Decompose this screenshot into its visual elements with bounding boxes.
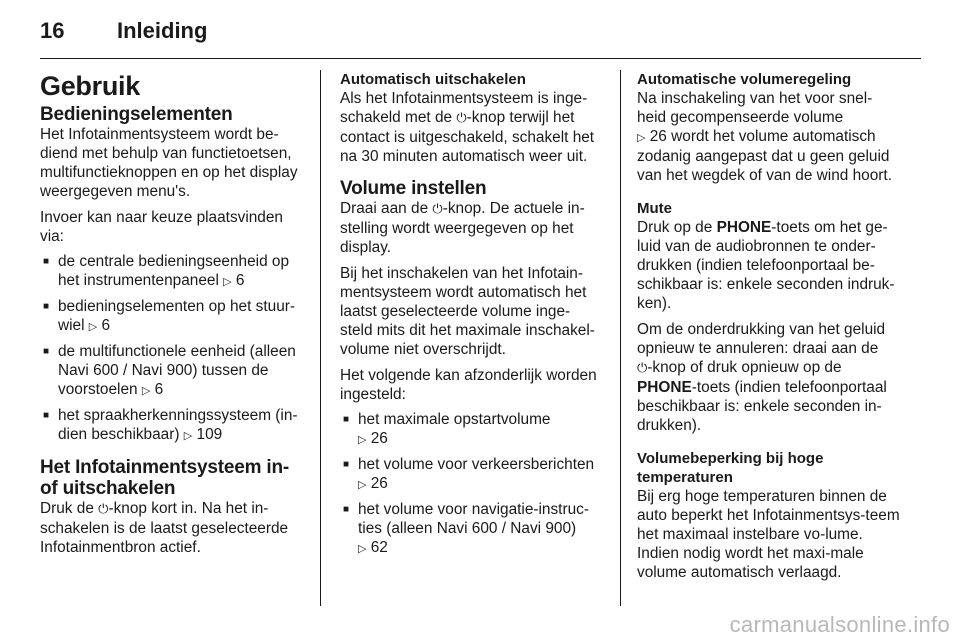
paragraph: Bij erg hoge temperaturen binnen de auto beperkt het Infotainmentsys-teem het maximaal instelbare vo-lume. Indien nodig wordt het maxi-male volume automatisch verlaagd.: [637, 488, 900, 581]
heading-automatische-volumeregeling: Automatische volumeregeling: [637, 71, 852, 88]
paragraph: [340, 89, 602, 166]
phone-key-label: PHONE: [637, 379, 692, 396]
page-ref-number: 62: [370, 539, 388, 556]
paragraph: [637, 89, 901, 185]
list-item-text: de centrale bedieningseenheid op het instrumentenpaneel: [58, 253, 290, 289]
column-3: [637, 70, 901, 582]
text: -knop terwijl het contact is uitgeschakeld, schakelt het na 30 minuten automatisch weer uit.: [340, 109, 595, 165]
text: Druk op de: [637, 219, 717, 236]
heading-bedieningselementen: Bedieningselementen: [40, 104, 233, 125]
list-item: [40, 406, 303, 445]
list-item: [40, 342, 303, 400]
power-knob-icon: ⏻: [98, 502, 109, 517]
column-divider-1: [320, 70, 321, 606]
page-ref-icon: ▷: [637, 131, 646, 144]
page-ref-number: 6: [154, 381, 164, 398]
page-ref-number: 109: [196, 426, 223, 443]
page-ref-number: 6: [235, 272, 245, 289]
power-knob-icon: ⏻: [637, 361, 648, 376]
heading-volumebeperking: Volumebeperking bij hoge temperaturen: [637, 450, 824, 486]
paragraph: Het Infotainmentsysteem wordt be-diend met behulp van functietoetsen, multifunctieknoppen en op het display weergegeven menu's.: [40, 126, 298, 200]
paragraph: [40, 499, 303, 557]
list-item: [340, 410, 602, 449]
page-ref-number: 26: [370, 430, 388, 447]
column-1: [40, 70, 303, 557]
list-item-text: het volume voor verkeersberichten: [358, 456, 595, 473]
text: Als het Infotainmentsysteem is inge-schakeld met de: [340, 90, 588, 126]
header-rule: [40, 58, 921, 59]
list-item-text: het volume voor navigatie-instruc-ties (alleen Navi 600 / Navi 900): [358, 501, 589, 537]
paragraph: Het volgende kan afzonderlijk worden ingesteld:: [340, 367, 597, 403]
list-item-text: bedieningselementen op het stuur-wiel: [58, 298, 296, 334]
page-ref-icon: ▷: [183, 429, 193, 442]
list-item-text: het maximale opstartvolume: [358, 411, 551, 428]
page-ref-icon: ▷: [358, 542, 367, 555]
heading-volume-instellen: Volume instellen: [340, 178, 487, 199]
column-2: [340, 70, 602, 558]
text: -toets (indien telefoonportaal beschikbaar is: enkele seconden in-drukken).: [637, 379, 887, 434]
list-item: [40, 297, 303, 336]
page-ref-icon: ▷: [88, 320, 98, 333]
heading-in-uitschakelen: Het Infotainmentsysteem in- of uitschakelen: [40, 457, 290, 499]
section-heading-gebruik: Gebruik: [40, 71, 140, 101]
power-knob-icon: ⏻: [432, 202, 443, 217]
page-ref-number: 26: [649, 128, 667, 145]
text: -toets om het ge-luid van de audiobronnen te onder-drukken (indien telefoonportaal be-schikbaar is: enkele seconden indruk-ken).: [637, 219, 895, 312]
page-ref-icon: ▷: [223, 275, 232, 288]
input-options-list: [40, 252, 303, 445]
heading-mute: Mute: [637, 200, 672, 217]
text: Om de onderdrukking van het geluid opnieuw te annuleren: draai aan de: [637, 321, 886, 357]
text: Na inschakeling van het voor snel-heid gecompenseerde volume: [637, 90, 873, 126]
text: -knop of druk opnieuw op de: [647, 359, 842, 376]
page-number: 16: [40, 18, 65, 43]
watermark: carmanualsonline.info: [729, 612, 950, 637]
list-item-text: de multifunctionele eenheid (alleen Navi 600 / Navi 900) tussen de voorstoelen: [58, 343, 296, 398]
list-item: [40, 252, 303, 291]
list-item: [340, 455, 602, 494]
page-ref-number: 6: [101, 317, 111, 334]
text: -knop. De actuele in-stelling wordt weergegeven op het display.: [340, 200, 585, 256]
page-ref-number: 26: [370, 475, 388, 492]
text: Druk de: [40, 500, 99, 517]
text: wordt het volume automatisch zodanig aangepast dat u geen geluid van het wegdek of van de wind hoort.: [637, 128, 892, 184]
page-ref-icon: ▷: [358, 478, 367, 491]
paragraph: [340, 199, 602, 257]
list-item-text: het spraakherkenningssysteem (in-dien beschikbaar): [58, 407, 298, 443]
page-ref-icon: ▷: [358, 433, 367, 446]
list-item: [340, 500, 602, 558]
paragraph: Invoer kan naar keuze plaatsvinden via:: [40, 209, 283, 245]
column-divider-2: [620, 70, 621, 606]
paragraph: Bij het inschakelen van het Infotain-mentsysteem wordt automatisch het laatst geselecteerde volume inge-steld mits dit het maximale inschakel-volume niet overschrijdt.: [340, 265, 595, 358]
paragraph: [637, 218, 901, 313]
chapter-title: Inleiding: [117, 18, 208, 43]
heading-automatisch-uitschakelen: Automatisch uitschakelen: [340, 71, 526, 88]
paragraph: [637, 320, 901, 435]
phone-key-label: PHONE: [716, 219, 772, 236]
page-ref-icon: ▷: [141, 384, 151, 397]
volume-settings-list: [340, 410, 602, 558]
text: -knop kort in. Na het in-schakelen is de laatst geselecteerde Infotainmentbron actief.: [40, 500, 289, 556]
power-knob-icon: ⏻: [456, 111, 467, 126]
text: Draai aan de: [340, 200, 433, 217]
